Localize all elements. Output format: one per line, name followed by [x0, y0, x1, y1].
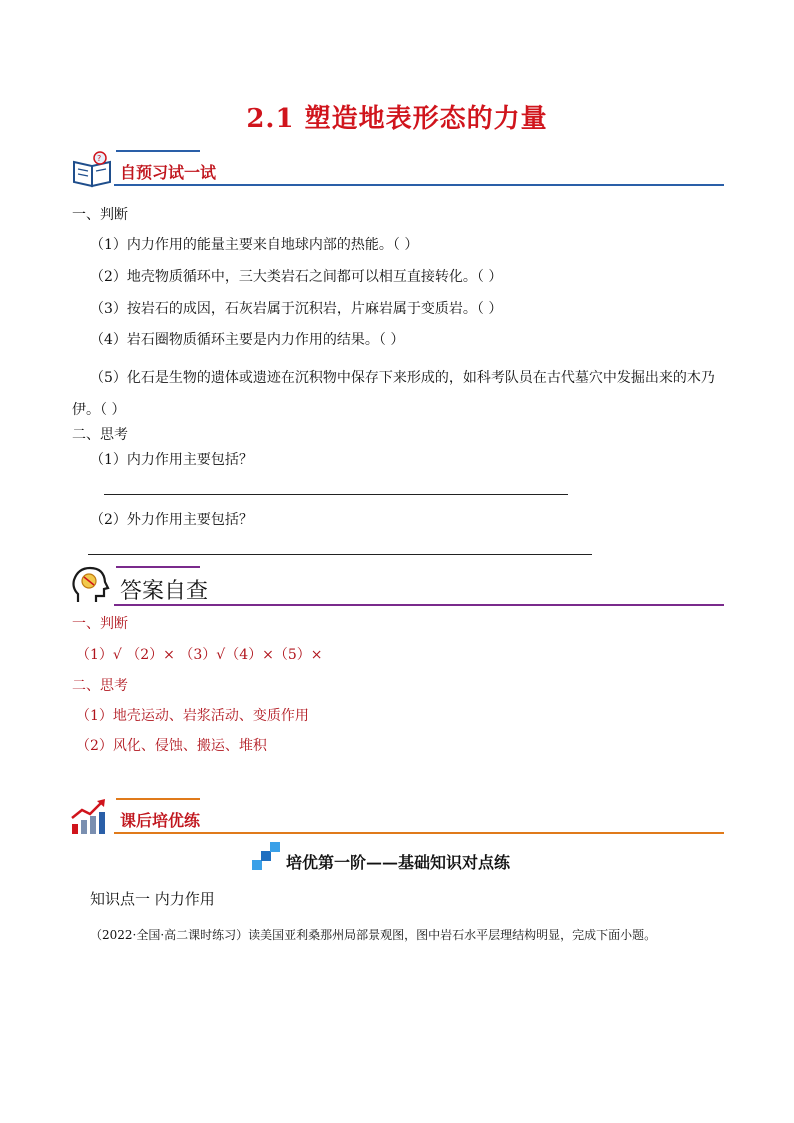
preview-section-rule — [114, 184, 724, 186]
svg-text:?: ? — [97, 154, 102, 163]
practice-section-rule — [114, 832, 724, 834]
head-thinking-icon — [70, 566, 110, 606]
preview-item-3: （3）按岩石的成因，石灰岩属于沉积岩，片麻岩属于变质岩。（ ） — [90, 301, 503, 317]
preview-section-header — [70, 146, 724, 190]
preview-item-2: （2）地壳物质循环中，三大类岩石之间都可以相互直接转化。（ ） — [90, 269, 503, 285]
answer-blank-1[interactable] — [104, 494, 568, 495]
answers-judgement: （1）√ （2）× （3）√（4）×（5）× — [76, 647, 323, 663]
practice-intro: （2022·全国·高二课时练习）读美国亚利桑那州局部景观图，图中岩石水平层理结构明显，完成下面小题。 — [90, 928, 657, 942]
header-accent-line — [116, 150, 200, 152]
header-accent-line — [116, 566, 200, 568]
preview-question-2: （2）外力作用主要包括？ — [90, 512, 253, 528]
preview-item-1: （1）内力作用的能量主要来自地球内部的热能。（ ） — [90, 237, 419, 253]
answer-blank-2[interactable] — [88, 554, 592, 555]
preview-part1-heading: 一、判断 — [72, 207, 128, 223]
open-book-icon — [70, 150, 114, 188]
preview-item-4: （4）岩石圈物质循环主要是内力作用的结果。（ ） — [90, 332, 405, 348]
page-title: 2.1 塑造地表形态的力量 — [246, 104, 548, 134]
answers-section-rule — [114, 604, 724, 606]
preview-section-label: 自预习试一试 — [120, 163, 217, 182]
answers-section-label: 答案自查 — [120, 579, 209, 604]
header-accent-line — [116, 798, 200, 800]
answers-section-header — [70, 562, 724, 608]
preview-part2-heading: 二、思考 — [72, 427, 128, 443]
preview-item-5: （5）化石是生物的遗体或遗迹在沉积物中保存下来形成的，如科考队员在古代墓穴中发掘出来的木乃伊。（ ） — [72, 370, 715, 418]
answers-line-2: （2）风化、侵蚀、搬运、堆积 — [76, 738, 267, 754]
growth-chart-icon — [70, 798, 110, 836]
preview-question-1: （1）内力作用主要包括？ — [90, 452, 253, 468]
practice-section-header — [70, 794, 724, 838]
answers-part1-heading: 一、判断 — [72, 616, 128, 632]
stairs-icon — [252, 842, 282, 870]
stage-title: 培优第一阶——基础知识对点练 — [286, 853, 511, 872]
answers-line-1: （1）地壳运动、岩浆活动、变质作用 — [76, 708, 309, 724]
knowledge-point-heading: 知识点一 内力作用 — [90, 890, 215, 908]
stage-title-row — [252, 842, 552, 872]
answers-part2-heading: 二、思考 — [72, 678, 128, 694]
practice-section-label: 课后培优练 — [120, 811, 201, 830]
